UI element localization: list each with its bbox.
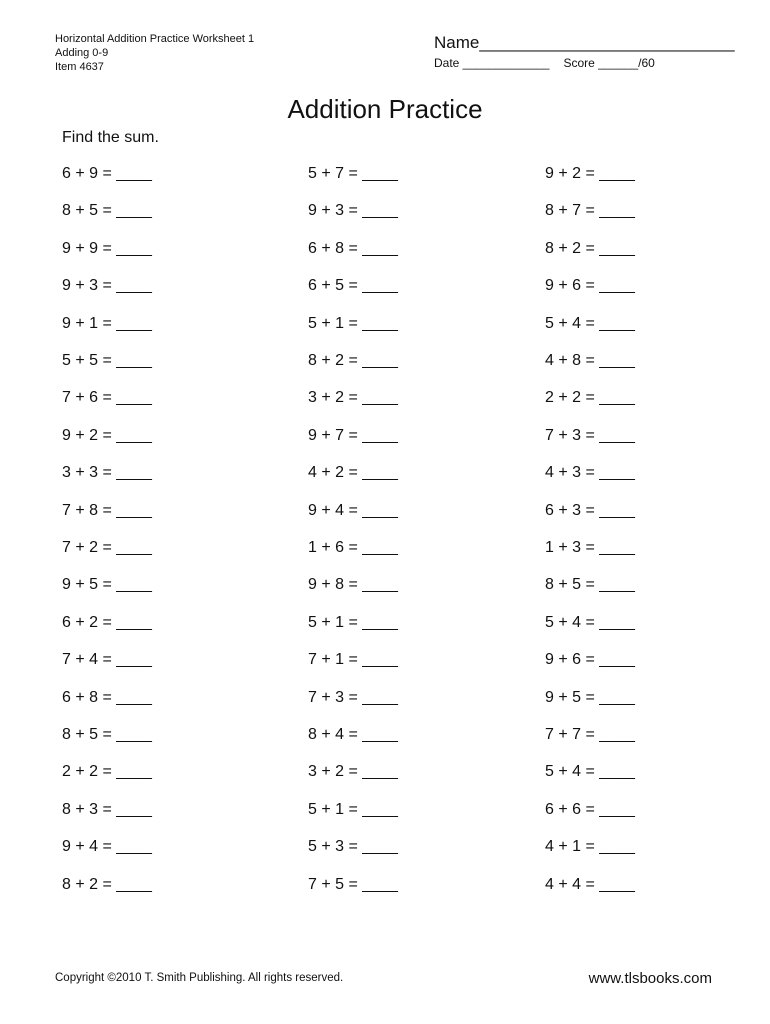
instructions: Find the sum. bbox=[62, 129, 159, 146]
problem-item: 9 + 4 = ____ bbox=[62, 838, 152, 856]
problem-item: 6 + 8 = ____ bbox=[308, 239, 398, 257]
problem-item: 5 + 1 = ____ bbox=[308, 800, 398, 818]
problem-item: 6 + 3 = ____ bbox=[545, 501, 635, 519]
worksheet-title: Horizontal Addition Practice Worksheet 1 bbox=[55, 33, 255, 45]
copyright: Copyright ©2010 T. Smith Publishing. All rights reserved. bbox=[55, 972, 344, 984]
website: www.tlsbooks.com bbox=[588, 970, 712, 987]
problem-item: 5 + 4 = ____ bbox=[545, 314, 635, 332]
problem-item: 7 + 3 = ____ bbox=[545, 426, 635, 444]
problem-item: 9 + 5 = ____ bbox=[545, 688, 635, 706]
problem-item: 8 + 2 = ____ bbox=[62, 875, 152, 893]
problem-item: 4 + 1 = ____ bbox=[545, 838, 635, 856]
problem-item: 4 + 8 = ____ bbox=[545, 352, 635, 369]
problem-item: 6 + 6 = ____ bbox=[545, 800, 635, 818]
problem-item: 9 + 4 = ____ bbox=[308, 501, 398, 519]
problem-item: 9 + 1 = ____ bbox=[62, 314, 152, 332]
problem-item: 6 + 5 = ____ bbox=[308, 277, 398, 295]
problem-item: 8 + 7 = ____ bbox=[545, 202, 635, 220]
problem-item: 9 + 5 = ____ bbox=[62, 576, 152, 594]
problem-item: 7 + 8 = ____ bbox=[62, 501, 152, 519]
problem-item: 9 + 7 = ____ bbox=[308, 426, 398, 444]
problem-item: 3 + 3 = ____ bbox=[62, 464, 152, 482]
name-line: Name___________________________ bbox=[434, 33, 735, 52]
problem-item: 5 + 1 = ____ bbox=[308, 613, 398, 631]
problem-item: 6 + 9 = ____ bbox=[62, 165, 152, 182]
worksheet-meta bbox=[55, 32, 254, 74]
problem-item: 7 + 5 = ____ bbox=[308, 875, 398, 893]
problem-item: 8 + 5 = ____ bbox=[62, 726, 152, 743]
date-line: Date _____________ bbox=[434, 56, 550, 70]
problem-item: 4 + 2 = ____ bbox=[308, 464, 398, 482]
problem-item: 8 + 5 = ____ bbox=[62, 202, 152, 220]
problem-item: 3 + 2 = ____ bbox=[308, 763, 398, 781]
problem-item: 9 + 2 = ____ bbox=[62, 426, 152, 444]
item-number: Item 4637 bbox=[55, 61, 104, 73]
problem-item: 9 + 6 = ____ bbox=[545, 651, 635, 669]
problem-item: 2 + 2 = ____ bbox=[545, 389, 635, 407]
problem-item: 5 + 7 = ____ bbox=[308, 165, 398, 182]
problem-item: 5 + 5 = ____ bbox=[62, 352, 152, 369]
worksheet-subtitle: Adding 0-9 bbox=[55, 47, 109, 59]
problem-item: 3 + 2 = ____ bbox=[308, 389, 398, 407]
problem-item: 9 + 8 = ____ bbox=[308, 576, 398, 594]
date-score-line bbox=[434, 56, 655, 70]
problem-item: 7 + 6 = ____ bbox=[62, 389, 152, 407]
problem-item: 1 + 3 = ____ bbox=[545, 539, 635, 556]
problem-item: 8 + 4 = ____ bbox=[308, 726, 398, 743]
problem-item: 7 + 1 = ____ bbox=[308, 651, 398, 669]
problem-item: 9 + 9 = ____ bbox=[62, 239, 152, 257]
problem-item: 4 + 4 = ____ bbox=[545, 875, 635, 893]
problem-item: 7 + 7 = ____ bbox=[545, 726, 635, 743]
problem-item: 8 + 3 = ____ bbox=[62, 800, 152, 818]
problem-item: 9 + 3 = ____ bbox=[62, 277, 152, 295]
score-line: Score ______/60 bbox=[563, 56, 655, 70]
problem-item: 9 + 3 = ____ bbox=[308, 202, 398, 220]
problem-item: 8 + 2 = ____ bbox=[308, 352, 398, 369]
page-title: Addition Practice bbox=[287, 94, 483, 124]
problem-item: 7 + 2 = ____ bbox=[62, 539, 152, 556]
problem-item: 5 + 3 = ____ bbox=[308, 838, 398, 856]
problem-item: 5 + 4 = ____ bbox=[545, 613, 635, 631]
problem-item: 4 + 3 = ____ bbox=[545, 464, 635, 482]
problem-item: 8 + 5 = ____ bbox=[545, 576, 635, 594]
problem-item: 9 + 2 = ____ bbox=[545, 165, 635, 182]
problem-item: 6 + 2 = ____ bbox=[62, 613, 152, 631]
problem-item: 9 + 6 = ____ bbox=[545, 277, 635, 295]
problem-item: 7 + 3 = ____ bbox=[308, 688, 398, 706]
problem-item: 5 + 1 = ____ bbox=[308, 314, 398, 332]
problem-item: 2 + 2 = ____ bbox=[62, 763, 152, 781]
problem-item: 7 + 4 = ____ bbox=[62, 651, 152, 669]
problem-item: 1 + 6 = ____ bbox=[308, 539, 398, 556]
problem-item: 8 + 2 = ____ bbox=[545, 239, 635, 257]
problem-item: 6 + 8 = ____ bbox=[62, 688, 152, 706]
problem-item: 5 + 4 = ____ bbox=[545, 763, 635, 781]
